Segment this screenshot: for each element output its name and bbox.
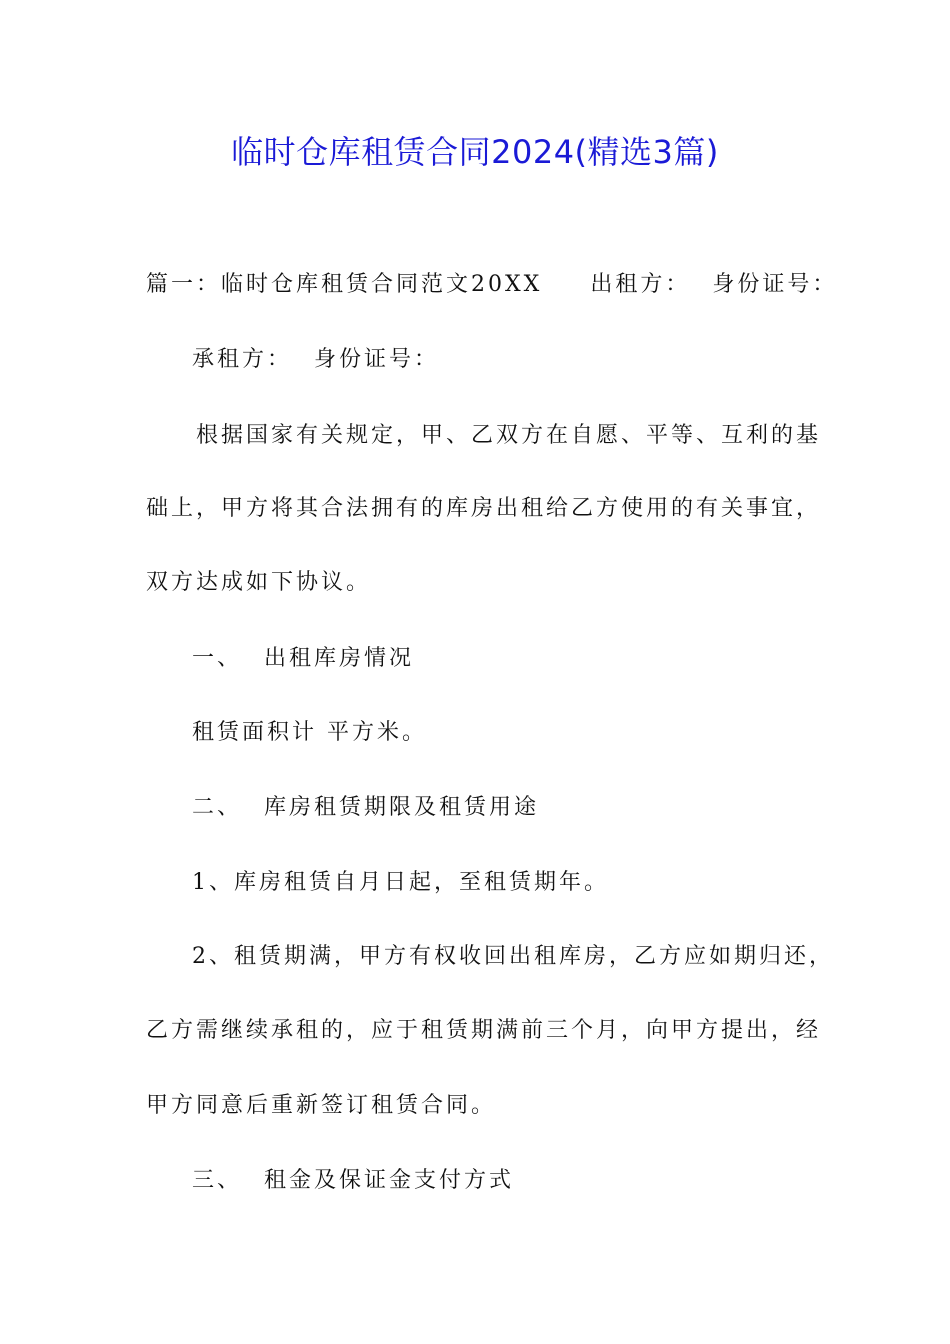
section-title: 出租库房情况: [264, 646, 415, 671]
body-text-line: 双方达成如下协议。: [146, 570, 372, 595]
section-title: 租金及保证金支付方式: [264, 1168, 515, 1193]
lessor-id-label: 身份证号：: [712, 272, 838, 297]
body-text-line: 根据国家有关规定，甲、乙双方在自愿、平等、互利的基: [196, 423, 822, 448]
section-number: 二、: [192, 795, 243, 820]
body-text-line: 2、租赁期满，甲方有权收回出租库房，乙方应如期归还，: [192, 944, 834, 969]
lessor-label: 出租方：: [590, 272, 691, 297]
body-text-line: 租赁面积计 平方米。: [192, 720, 427, 745]
section-heading: [192, 644, 414, 674]
section-heading: [192, 793, 539, 823]
document-title: 临时仓库租赁合同2024(精选3篇): [231, 133, 719, 171]
body-text-line: 甲方同意后重新签订租赁合同。: [146, 1093, 497, 1118]
section-number: 三、: [192, 1168, 243, 1193]
lessee-label: 承租方：: [192, 347, 293, 372]
lessee-line: [192, 345, 439, 375]
paragraph-header-line: [146, 270, 837, 300]
body-text-line: 乙方需继续承租的，应于租赁期满前三个月，向甲方提出，经: [146, 1018, 822, 1043]
lessee-id-label: 身份证号：: [314, 347, 440, 372]
section-number: 一、: [192, 646, 243, 671]
section-title: 库房租赁期限及租赁用途: [264, 795, 540, 820]
section-heading: [192, 1166, 514, 1196]
body-text-line: 1、库房租赁自月日起，至租赁期年。: [192, 870, 609, 895]
body-text-line: 础上，甲方将其合法拥有的库房出租给乙方使用的有关事宜，: [146, 496, 822, 521]
article-heading: 篇一：临时仓库租赁合同范文20XX: [146, 272, 543, 297]
